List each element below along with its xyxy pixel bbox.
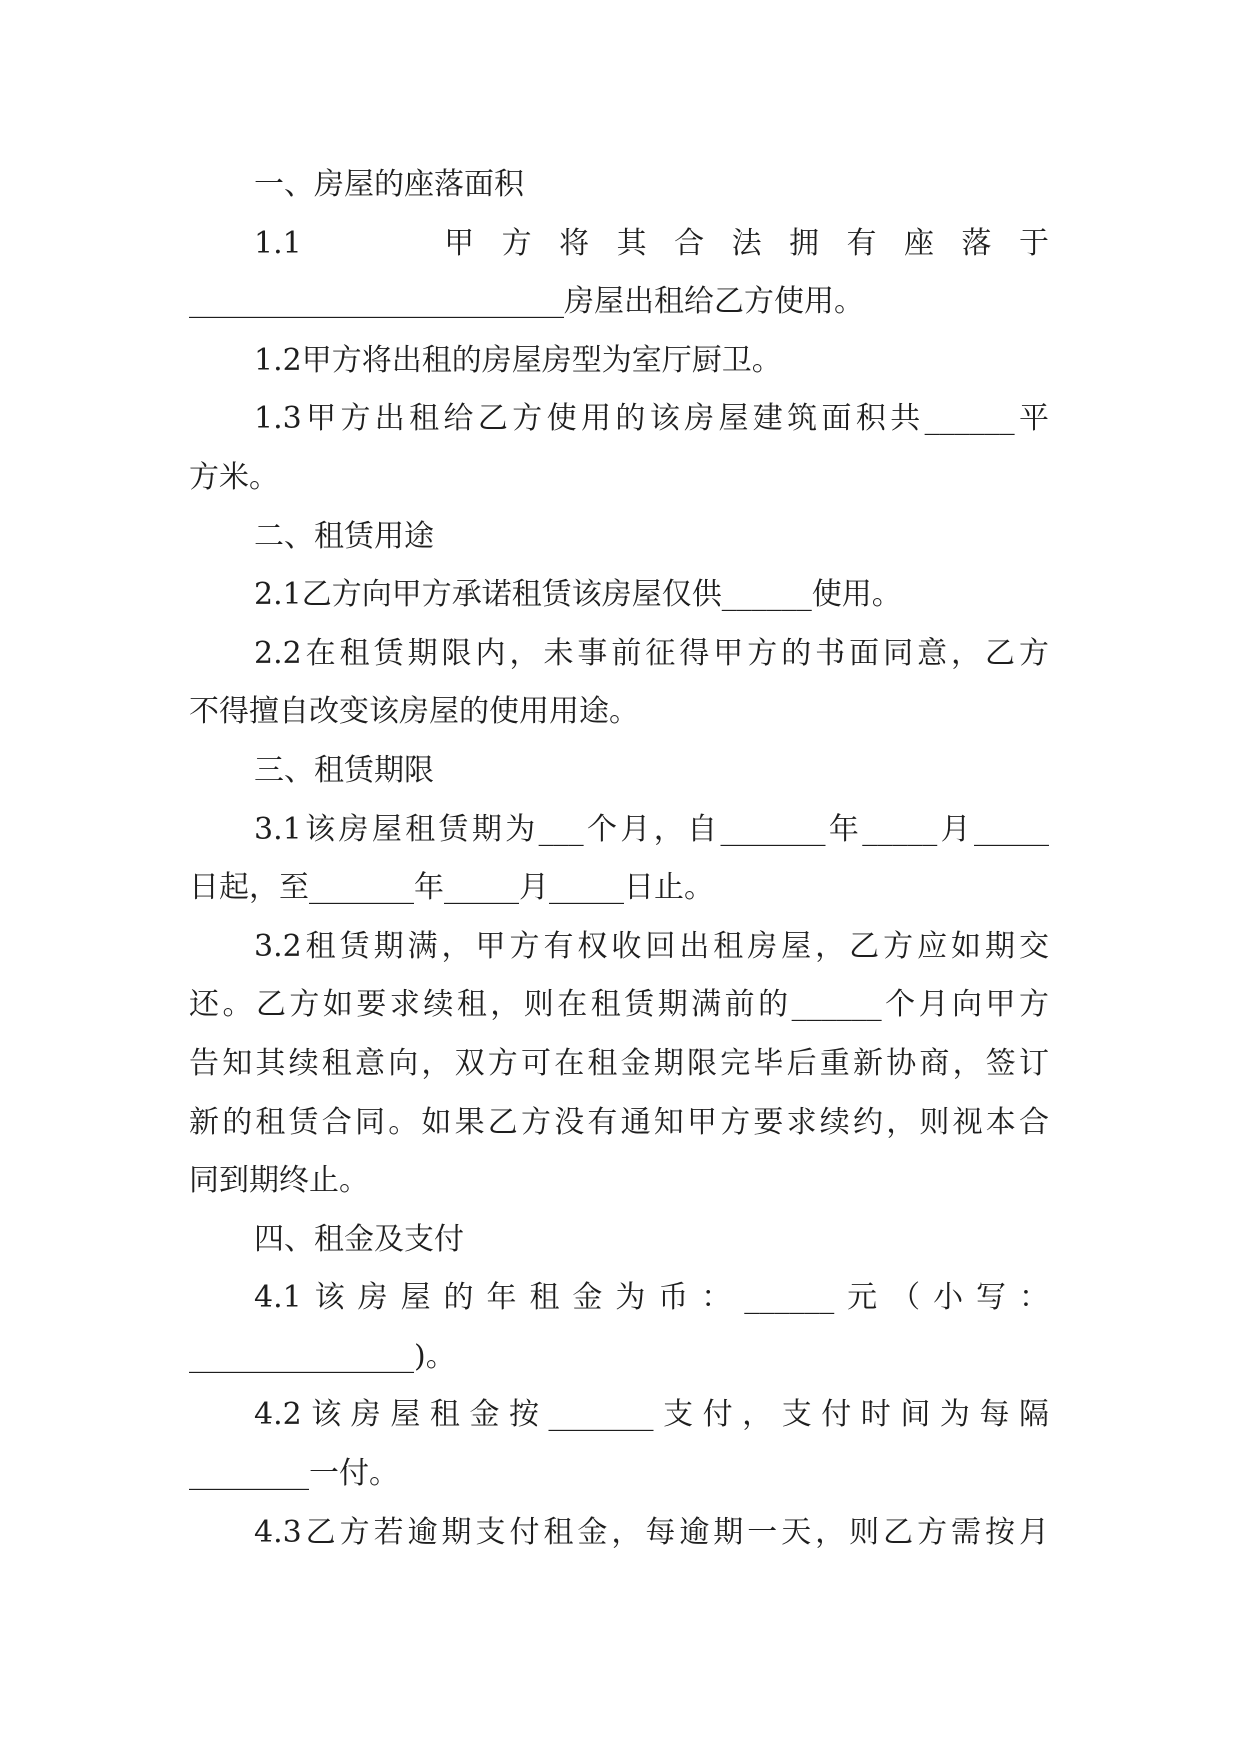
contract-body xyxy=(189,156,1049,1562)
paragraph-line: 还。乙方如要求续租，则在租赁期满前的______个月向甲方 xyxy=(189,987,1049,1023)
paragraph-line: 日起，至_______年_____月_____日止。 xyxy=(189,870,714,906)
paragraph-line: 2.1乙方向甲方承诺租赁该房屋仅供______使用。 xyxy=(254,577,902,613)
paragraph-line: 同到期终止。 xyxy=(189,1163,369,1199)
paragraph-line: 1.3甲方出租给乙方使用的该房屋建筑面积共______平 xyxy=(254,401,1049,437)
paragraph-line: ________一付。 xyxy=(189,1456,399,1492)
paragraph-line: 4.3乙方若逾期支付租金，每逾期一天，则乙方需按月 xyxy=(254,1514,1049,1550)
paragraph-line: 4.2该房屋租金按_______支付，支付时间为每隔 xyxy=(254,1397,1049,1433)
paragraph-line: _________________________房屋出租给乙方使用。 xyxy=(189,284,864,320)
section-heading: 四、租金及支付 xyxy=(254,1221,464,1257)
section-heading: 二、租赁用途 xyxy=(254,518,434,554)
paragraph-line: 新的租赁合同。如果乙方没有通知甲方要求续约，则视本合 xyxy=(189,1104,1049,1140)
paragraph-line: 3.1该房屋租赁期为___个月，自_______年_____月_____ xyxy=(254,811,1049,847)
paragraph-line: 1.1 甲方将其合法拥有座落于 xyxy=(254,225,1049,261)
paragraph-line: 方米。 xyxy=(189,459,279,495)
paragraph-line: _______________)。 xyxy=(189,1338,456,1374)
section-heading: 一、房屋的座落面积 xyxy=(254,167,524,202)
section-heading: 三、租赁期限 xyxy=(254,752,434,788)
paragraph-line: 4.1该房屋的年租金为币：______元（小写： xyxy=(254,1280,1049,1316)
paragraph-line: 1.2甲方将出租的房屋房型为室厅厨卫。 xyxy=(254,342,782,378)
paragraph-line: 不得擅自改变该房屋的使用用途。 xyxy=(189,694,639,730)
paragraph-line: 3.2租赁期满，甲方有权收回出租房屋，乙方应如期交 xyxy=(254,928,1049,964)
paragraph-line: 2.2在租赁期限内，未事前征得甲方的书面同意，乙方 xyxy=(254,635,1049,671)
paragraph-line: 告知其续租意向，双方可在租金期限完毕后重新协商，签订 xyxy=(189,1045,1049,1081)
